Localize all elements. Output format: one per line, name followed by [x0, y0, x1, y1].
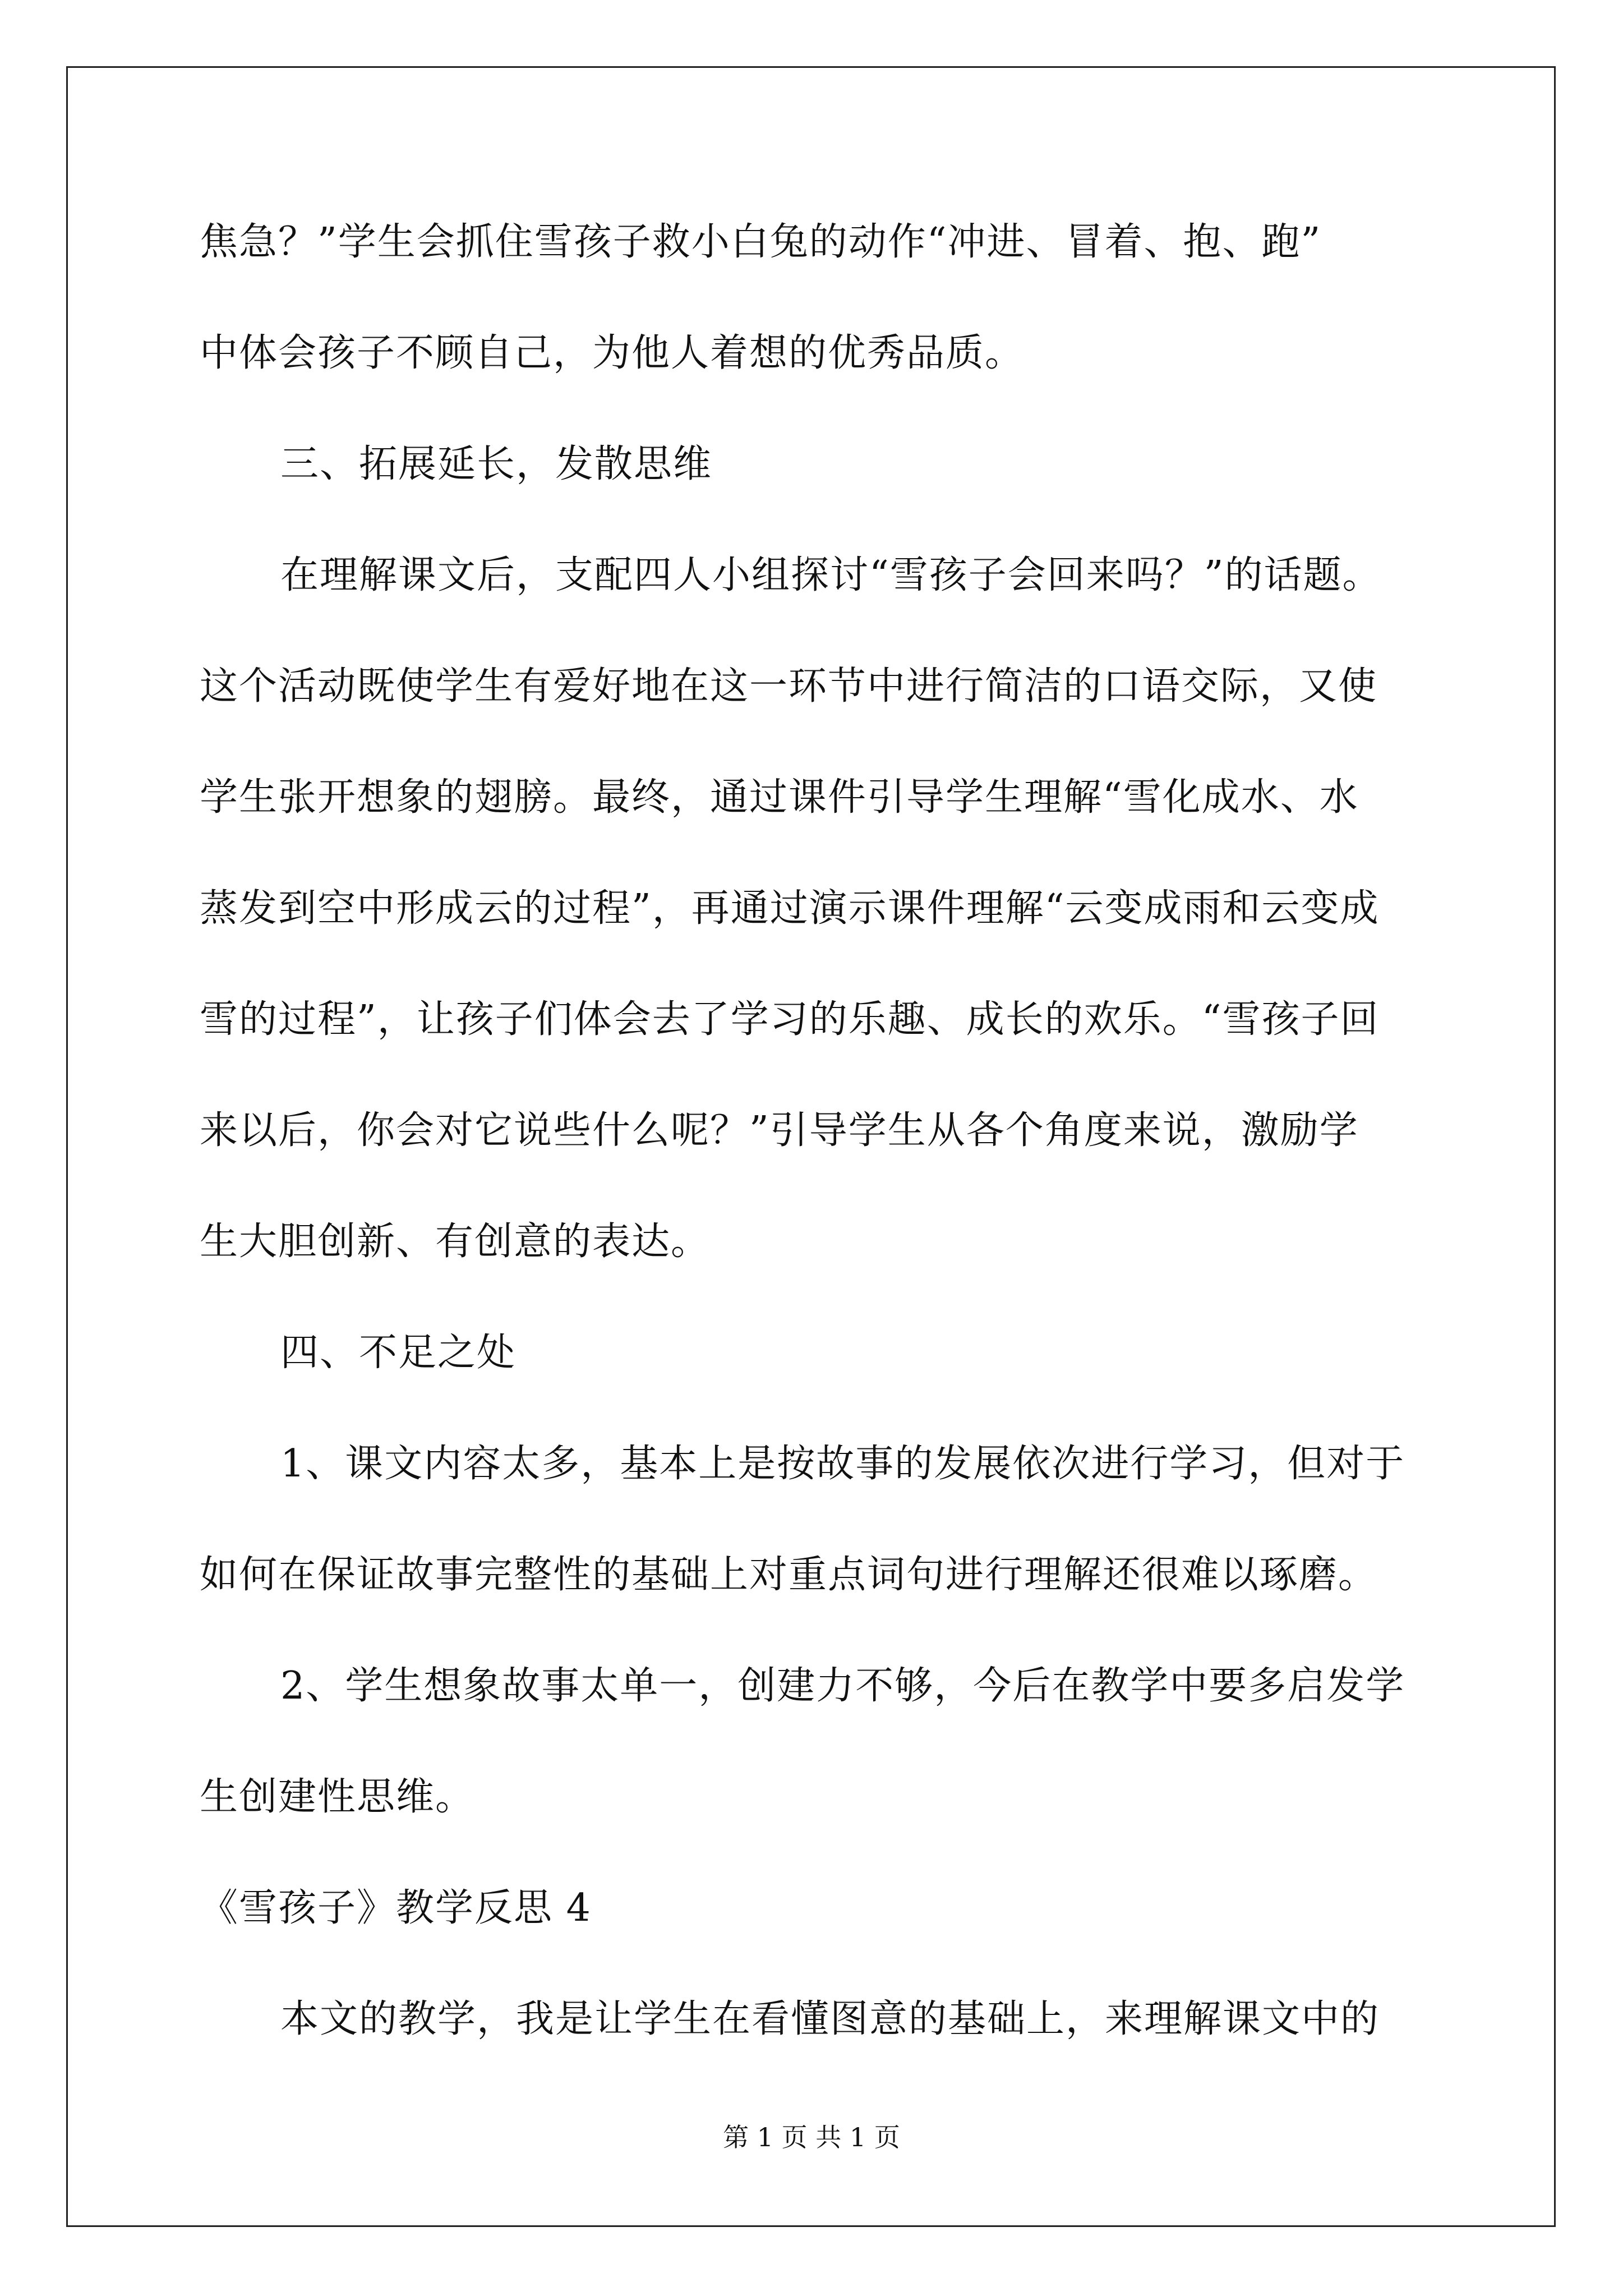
- text-line-17: 本文的教学，我是让学生在看懂图意的基础上，来理解课文中的: [280, 1997, 1380, 2041]
- section-heading-shortcomings: 四、不足之处: [280, 1331, 517, 1375]
- text-line-1: 焦急？”学生会抓住雪孩子救小白兔的动作“冲进、冒着、抱、跑”: [200, 220, 1322, 264]
- text-line-2: 中体会孩子不顾自己，为他人着想的优秀品质。: [200, 331, 1025, 375]
- section-heading-extend: 三、拓展延长，发散思维: [280, 442, 713, 486]
- text-line-4: 在理解课文后，支配四人小组探讨“雪孩子会回来吗？”的话题。: [280, 553, 1382, 597]
- text-line-6: 学生张开想象的翅膀。最终，通过课件引导学生理解“雪化成水、水: [200, 775, 1359, 820]
- text-line-13: 如何在保证故事完整性的基础上对重点词句进行理解还很难以琢磨。: [200, 1553, 1378, 1597]
- text-line-5: 这个活动既使学生有爱好地在这一环节中进行简洁的口语交际，又使: [200, 664, 1378, 708]
- text-line-9: 来以后，你会对它说些什么呢？”引导学生从各个角度来说，激励学: [200, 1108, 1359, 1153]
- text-line-15: 生创建性思维。: [200, 1775, 475, 1819]
- text-line-14: 2、学生想象故事太单一，创建力不够，今后在教学中要多启发学: [280, 1664, 1405, 1708]
- page-footer: 第 1 页 共 1 页: [723, 2122, 900, 2152]
- text-line-10: 生大胆创新、有创意的表达。: [200, 1220, 711, 1264]
- text-line-8: 雪的过程”，让孩子们体会去了学习的乐趣、成长的欢乐。“雪孩子回: [200, 997, 1380, 1042]
- text-line-7: 蒸发到空中形成云的过程”，再通过演示课件理解“云变成雨和云变成: [200, 886, 1380, 931]
- text-line-12: 1、课文内容太多，基本上是按故事的发展依次进行学习，但对于: [280, 1442, 1405, 1486]
- article-title: 《雪孩子》教学反思 4: [200, 1886, 592, 1930]
